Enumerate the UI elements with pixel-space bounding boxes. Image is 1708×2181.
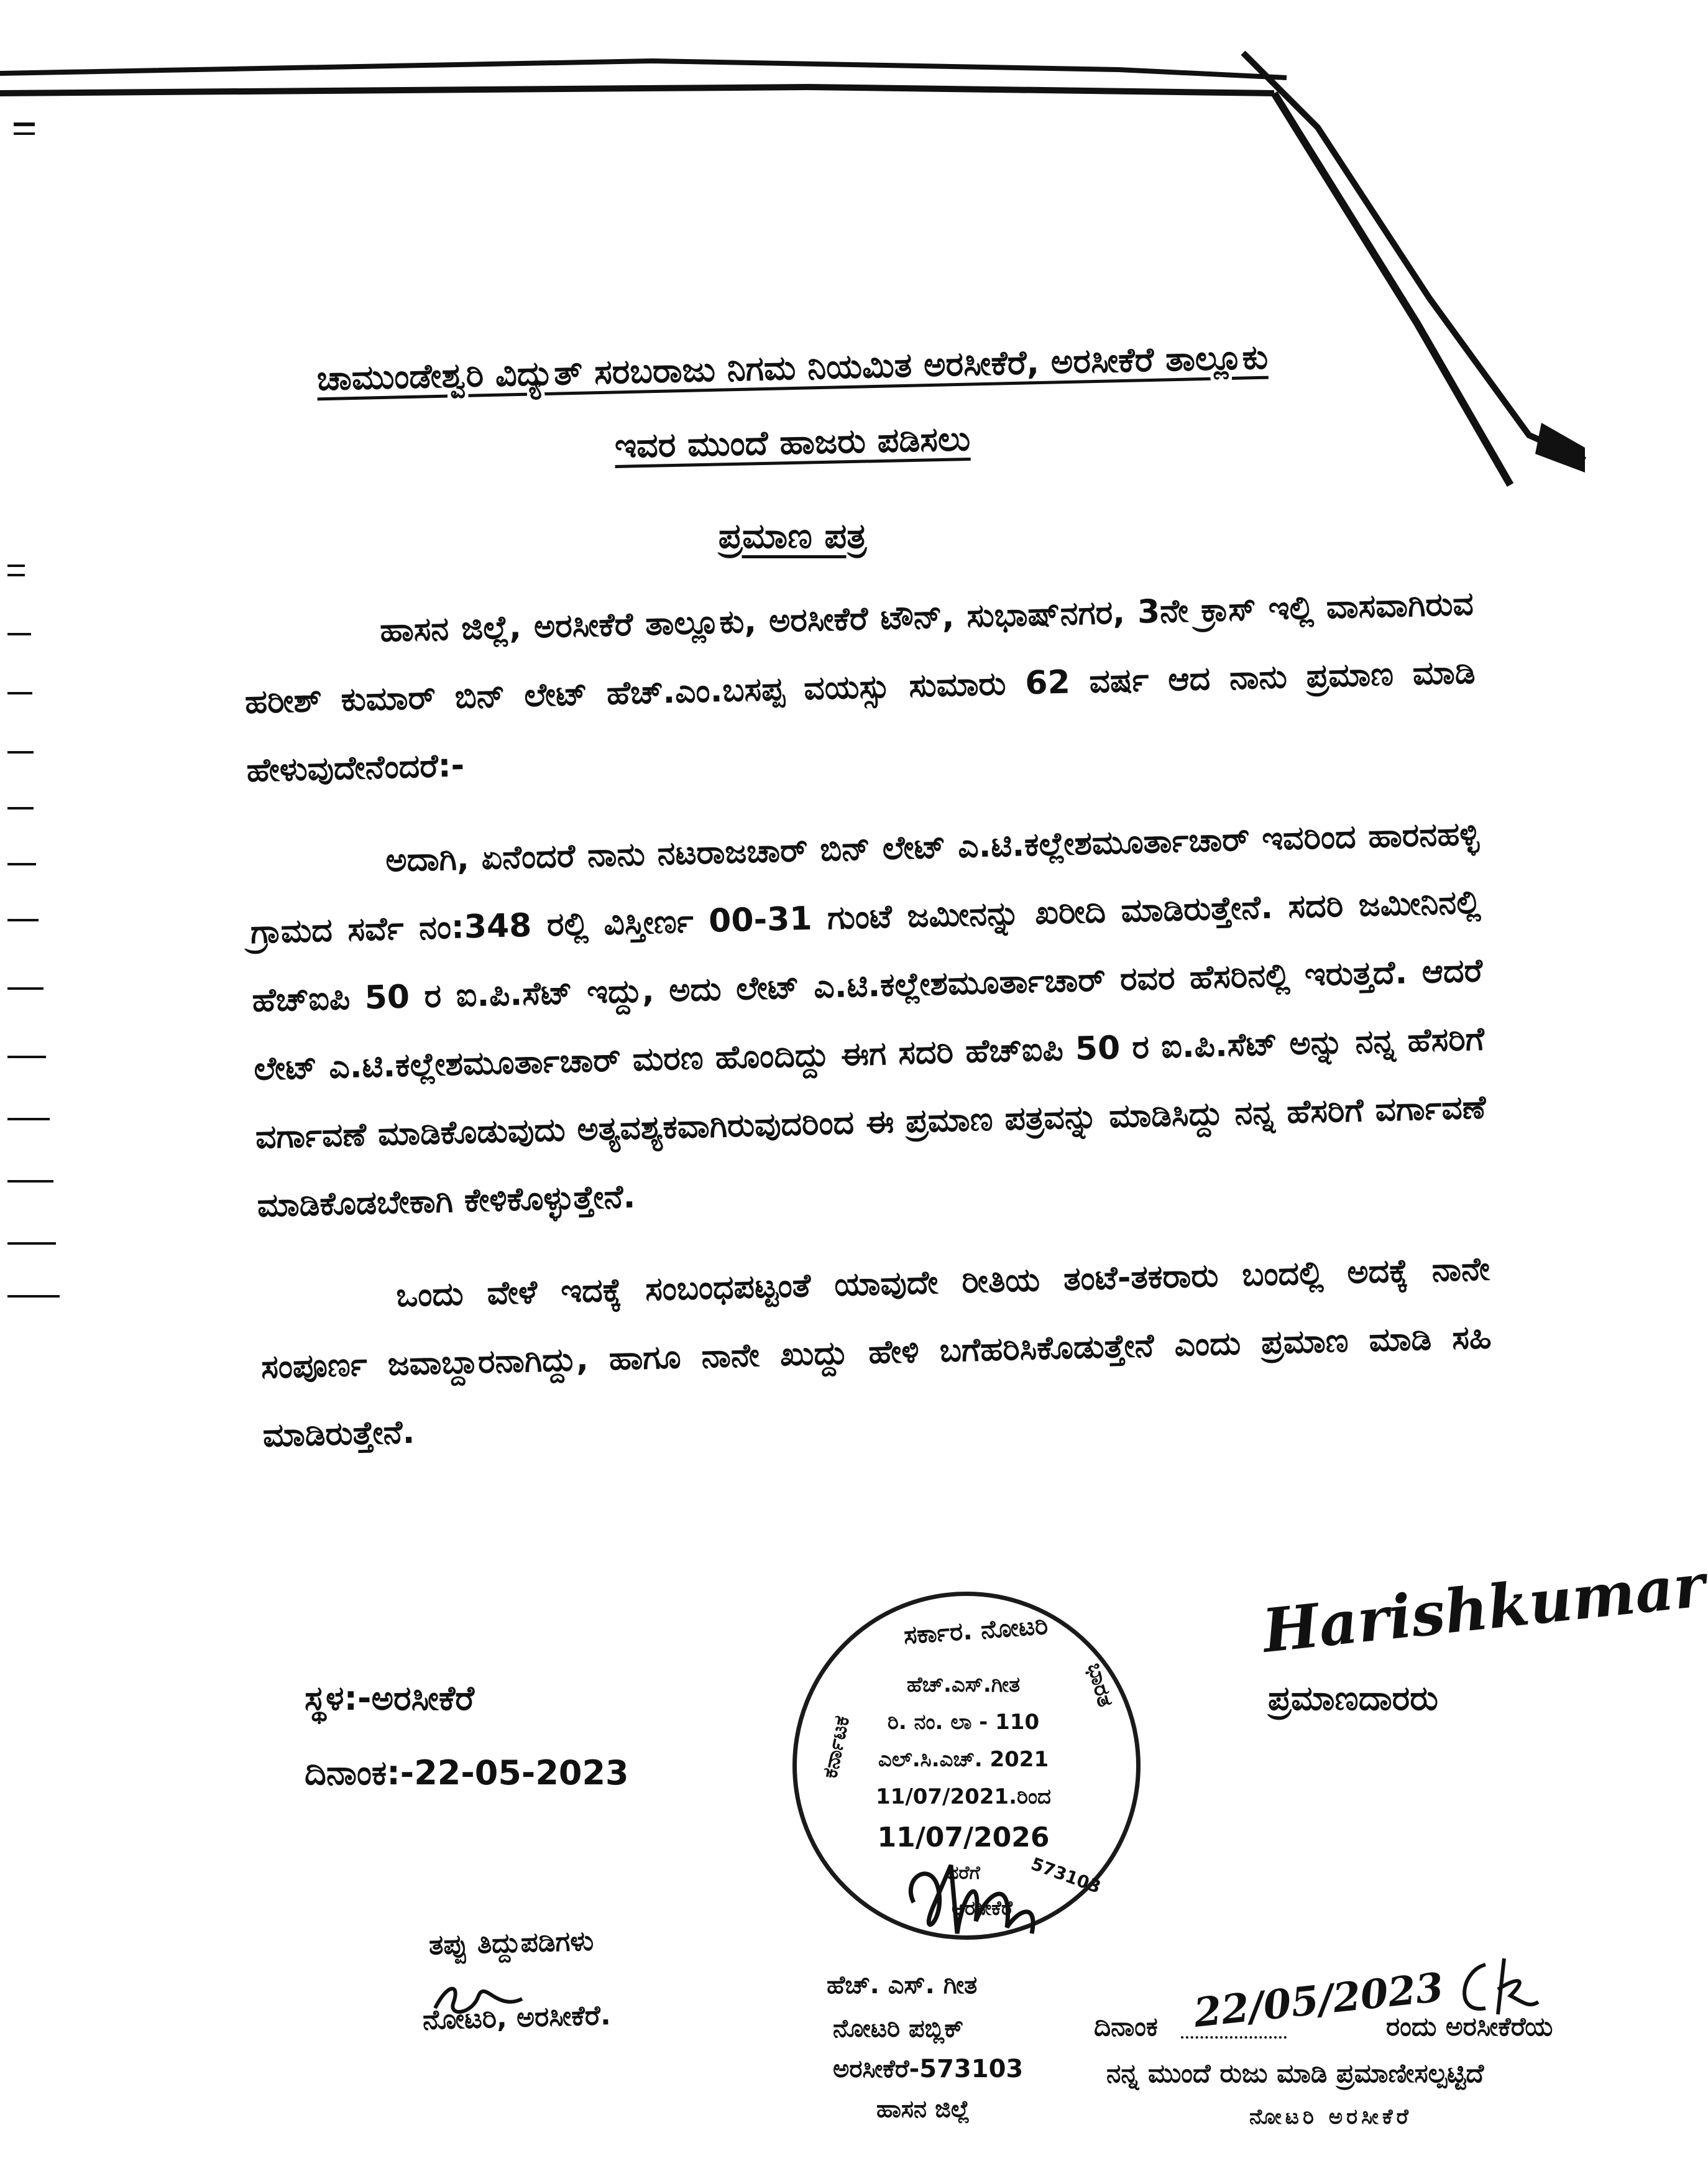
- notary-place: ಅರಸೀಕೆರೆ-573103: [833, 2055, 1024, 2083]
- seal-line-reg: ರಿ. ನಂ. ಲಾ - 110: [887, 1710, 1040, 1735]
- notary-district: ಹಾಸನ ಜಿಲ್ಲೆ: [876, 2095, 970, 2123]
- document-title: ಪ್ರಮಾಣ ಪತ್ರ: [718, 516, 867, 556]
- attest-suffix: ರಂದು ಅರಸೀಕೆರೆಯ: [1386, 2011, 1553, 2042]
- paragraph-identity: ಹಾಸನ ಜಿಲ್ಲೆ, ಅರಸೀಕೆರೆ ತಾಲ್ಲೂಕು, ಅರಸೀಕೆರೆ ಟೌನ್, ಸುಭಾಷ್‌ನಗರ, 3ನೇ ಕ್ರಾಸ್ ಇಲ್ಲಿ ವಾಸವಾಗಿರುವ ಹರೀಶ್ ಕುಮಾರ್ ಬಿನ್ ಲೇಟ್ ಹೆಚ್.ಎಂ.ಬಸಪ್ಪ ವಯಸ್ಸು ಸುಮಾರು 62 ವರ್ಷ ಆದ ನಾನು ಪ್ರಮಾಣ ಮಾಡಿ ಹೇಳುವುದೇನೆಂದರೆ:-: [244, 585, 1476, 790]
- seal-ring-bottom: ಅರಸೀಕೆರೆ: [951, 1896, 1013, 1920]
- paragraph-statement: ಅದಾಗಿ, ಏನೆಂದರೆ ನಾನು ನಟರಾಜಚಾರ್ ಬಿನ್ ಲೇಟ್ ಎ.ಟಿ.ಕಲ್ಲೇಶಮೂರ್ತಾಚಾರ್ ಇವರಿಂದ ಹಾರನಹಳ್ಳಿ ಗ್ರಾಮದ ಸರ್ವೆ ನಂ:348 ರಲ್ಲಿ ವಿಸ್ತೀರ್ಣ 00-31 ಗುಂಟೆ ಜಮೀನನ್ನು ಖರೀದಿ ಮಾಡಿರುತ್ತೇನೆ. ಸದರಿ ಜಮೀನಿನಲ್ಲಿ ಹೆಚ್‌ಐಪಿ 50 ರ ಐ.ಪಿ.ಸೆಟ್ ಇದ್ದು, ಅದು ಲೇಟ್ ಎ.ಟಿ.ಕಲ್ಲೇಶಮೂರ್ತಾಚಾರ್ ರವರ ಹೆಸರಿನಲ್ಲಿ ಇರುತ್ತದೆ. ಆದರೆ ಲೇಟ್ ಎ.ಟಿ.ಕಲ್ಲೇಶಮೂರ್ತಾಚಾರ್ ಮರಣ ಹೊಂದಿದ್ದು ಈಗ ಸದರಿ ಹೆಚ್‌ಐಪಿ 50 ರ ಐ.ಪಿ.ಸೆಟ್ ಅನ್ನು ನನ್ನ ಹೆಸರಿಗೆ ವರ್ಗಾವಣೆ ಮಾಡಿಕೊಡುವುದು ಅತ್ಯವಶ್ಯಕವಾಗಿರುವುದರಿಂದ ಈ ಪ್ರಮಾಣ ಪತ್ರವನ್ನು ಮಾಡಿಸಿದ್ದು ನನ್ನ ಹೆಸರಿಗೆ ವರ್ಗಾವಣೆ ಮಾಡಿಕೊಡಬೇಕಾಗಿ ಕೇಳಿಕೊಳ್ಳುತ್ತೇನೆ.: [250, 815, 1487, 1225]
- deponent-label: ಪ್ರಮಾಣದಾರರು: [1268, 1679, 1438, 1718]
- corrections-notary: ನೋಟರಿ, ಅರಸೀಕೆರೆ.: [422, 1999, 612, 2036]
- notary-title: ನೋಟರಿ ಪಬ್ಲಿಕ್: [833, 2014, 964, 2043]
- deponent-signature: Harishkumar: [1259, 1549, 1708, 1667]
- seal-line-name: ಹೆಚ್.ಎಸ್.ಗೀತ: [906, 1672, 1021, 1697]
- addressee-line-1: ಚಾಮುಂಡೇಶ್ವರಿ ವಿದ್ಯುತ್ ಸರಬರಾಜು ನಿಗಮ ನಿಯಮಿತ ಅರಸೀಕೆರೆ, ಅರಸೀಕೆರೆ ತಾಲ್ಲೂಕು: [316, 337, 1269, 399]
- date-field: ದಿನಾಂಕ:-22-05-2023: [305, 1753, 629, 1792]
- attest-line-2: ನನ್ನ ಮುಂದೆ ರುಜು ಮಾಡಿ ಪ್ರಮಾಣೀಸಲ್ಪಟ್ಟಿದೆ: [1106, 2058, 1484, 2088]
- attest-prefix: ದಿನಾಂಕ: [1094, 2011, 1158, 2042]
- seal-line-pin: 573103: [1028, 1853, 1104, 1897]
- seal-ring-left: ಕರ್ನಾಟಕ: [817, 1713, 855, 1781]
- seal-ring-right: ಭಾರತ: [1082, 1660, 1118, 1710]
- seal-line-from: 11/07/2021.ರಿಂದ: [876, 1784, 1051, 1809]
- attest-date: 22/05/2023: [1191, 1964, 1446, 2037]
- place-field: ಸ್ಥಳ:-ಅರಸೀಕೆರೆ: [305, 1679, 475, 1718]
- seal-line-to: 11/07/2026: [877, 1822, 1050, 1853]
- affidavit-body: [242, 570, 1494, 1470]
- notary-name: ಹೆಚ್. ಎಸ್. ಗೀತ: [827, 1971, 978, 1999]
- seal-ring-top: ಸರ್ಕಾರ. ನೋಟರಿ: [902, 1611, 1049, 1651]
- paragraph-undertaking: ಒಂದು ವೇಳೆ ಇದಕ್ಕೆ ಸಂಬಂಧಪಟ್ಟಂತೆ ಯಾವುದೇ ರೀತಿಯ ತಂಟೆ-ತಕರಾರು ಬಂದಲ್ಲಿ ಅದಕ್ಕೆ ನಾನೇ ಸಂಪೂರ್ಣ ಜವಾಬ್ದಾರನಾಗಿದ್ದು, ಹಾಗೂ ನಾನೇ ಖುದ್ದು ಹೇಳಿ ಬಗೆಹರಿಸಿಕೊಡುತ್ತೇನೆ ಎಂದು ಪ್ರಮಾಣ ಮಾಡಿ ಸಹಿ ಮಾಡಿರುತ್ತೇನೆ.: [260, 1250, 1492, 1455]
- corrections-label: ತಪ್ಪು ತಿದ್ದುಪಡಿಗಳು: [428, 1925, 594, 1962]
- seal-line-lch: ಎಲ್.ಸಿ.ಎಚ್. 2021: [878, 1747, 1049, 1772]
- notary-signature: [895, 1853, 1044, 1946]
- addressee-line-2: ಇವರ ಮುಂದೆ ಹಾಜರು ಪಡಿಸಲು: [614, 419, 971, 466]
- attest-line-3: ನೋಟರಿ ಅರಸೀಕೆರೆ: [1249, 2105, 1412, 2129]
- seal-line-until: ವರೆಗೆ: [947, 1862, 980, 1884]
